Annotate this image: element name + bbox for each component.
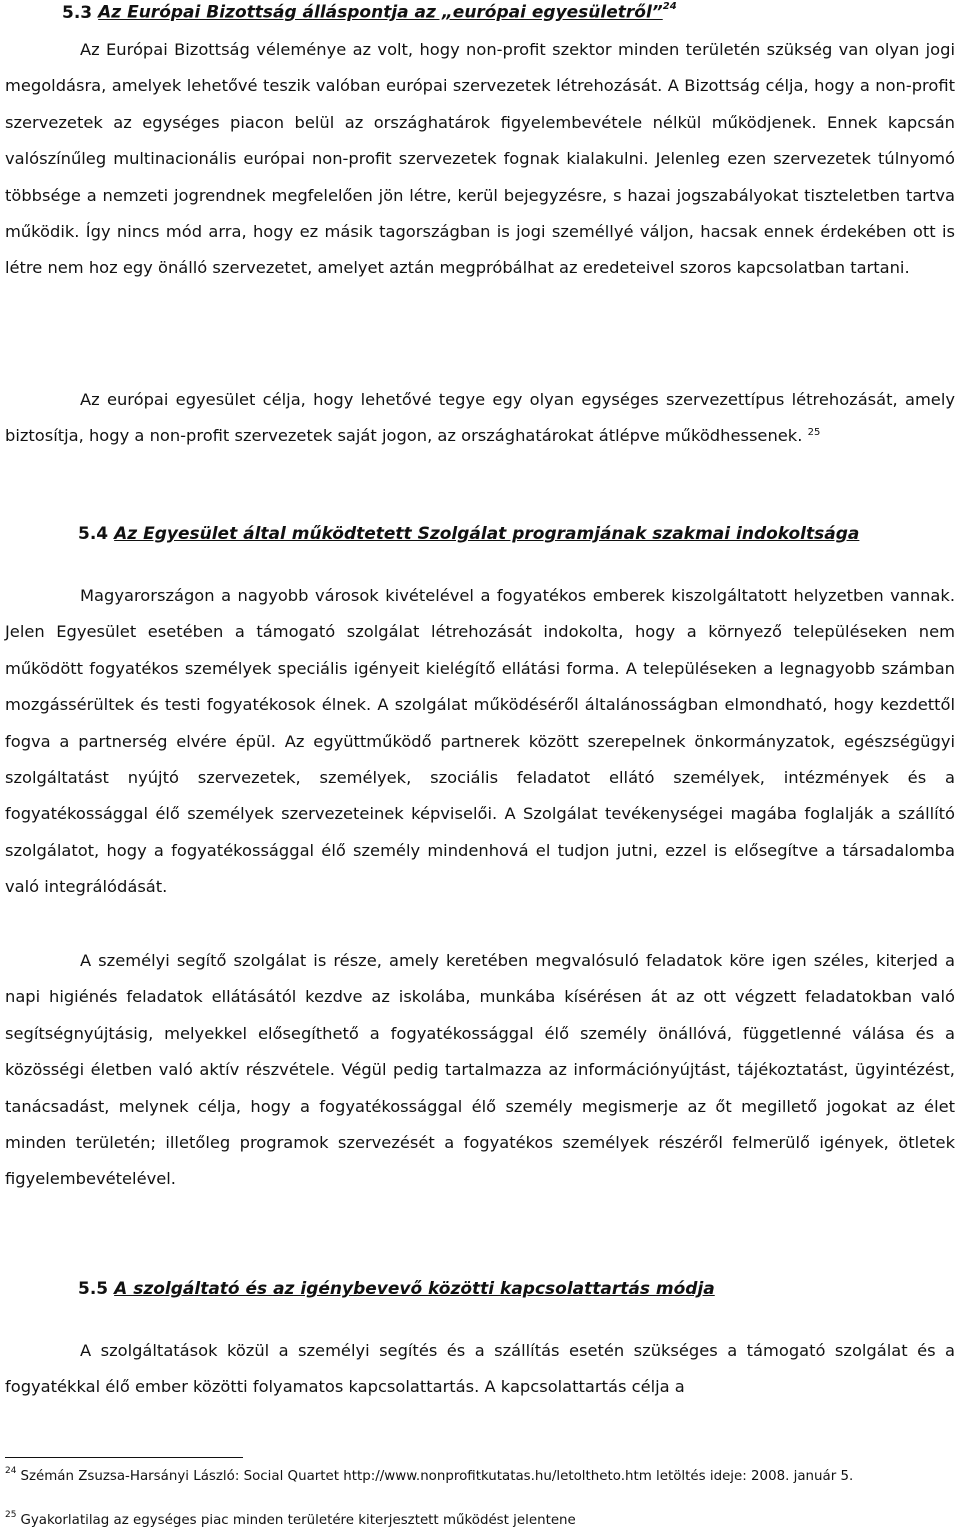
paragraph-text: Az Európai Bizottság véleménye az volt, hogy non-profit szektor minden területén szükség van olyan jogi megoldásra, amelyek lehetővé teszik valóban európai szervezetek létrehozását. A Bizottság célja, hogy a non-profit szervezetek az egységes piacon belül az országhatárok figyelembevétele nélkül működjenek. Ennek kapcsán valószínűleg multinacionális európai non-profit szervezetek fognak kialakulni. Jelenleg ezen szervezetek túlnyomó többsége a nemzeti jogrendnek megfelelően jön létre, kerül bejegyzésre, s hazai jogszabályokat tiszteletben tartva működik. Így nincs mód arra, hogy ez másik tagországban is jogi személlyé váljon, hacsak ennek érdekében ott is létre nem hoz egy önálló szervezetet, amelyet aztán megpróbálhat az eredeteivel szoros kapcsolatban tartani. (5, 40, 955, 278)
footnote-25 (5, 1511, 955, 1530)
footnote-text: Szémán Zsuzsa-Harsányi László: Social Quartet http://www.nonprofitkutatas.hu/letoltheto.htm letöltés ideje: 2008. január 5. (20, 1469, 854, 1484)
paragraph-contact (5, 1333, 955, 1406)
paragraph-european-commission (5, 32, 955, 287)
section-number: 5.5 (78, 1279, 109, 1299)
section-number: 5.4 (78, 524, 109, 544)
paragraph-european-association (5, 382, 955, 455)
footnote-number: 24 (5, 1466, 17, 1476)
section-heading-5-3 (62, 0, 677, 24)
paragraph-text: Az európai egyesület célja, hogy lehetővé tegye egy olyan egységes szervezettípus létrehozását, amely biztosítja, hogy a non-profit szervezetek saját jogon, az országhatárokat átlépve működhessenek. (5, 390, 955, 446)
paragraph-personal-assistance (5, 943, 955, 1198)
footnote-separator (5, 1457, 243, 1458)
footnote-number: 25 (5, 1510, 17, 1520)
section-heading-5-4 (78, 523, 859, 545)
paragraph-text: Magyarországon a nagyobb városok kivételével a fogyatékos emberek kiszolgáltatott helyzetben vannak. Jelen Egyesület esetében a támogató szolgálat létrehozását indokolta, hogy a környező településeken nem működött fogyatékos személyek speciális igényeit kielégítő ellátási forma. A településeken a legnagyobb számban mozgássérültek és testi fogyatékosok élnek. A szolgálat működéséről általánosságban elmondható, hogy kezdettől fogva a partnerség elvére épül. Az együttműködő partnerek között szerepelnek önkormányzatok, egészségügyi szolgáltatást nyújtó szervezetek, személyek, szociális feladatot ellátó személyek, intézmények és a fogyatékossággal élő személyek szervezeteinek képviselői. A Szolgálat tevékenységei magába foglalják a szállító szolgálatot, hogy a fogyatékossággal élő személy mindenhová el tudjon jutni, ezzel is elősegítve a társadalomba való integrálódását. (5, 586, 955, 897)
section-title: Az Egyesület által működtetett Szolgálat programjának szakmai indokoltsága (114, 524, 860, 544)
section-number: 5.3 (62, 2, 93, 23)
paragraph-justification (5, 578, 955, 906)
footnote-24 (5, 1467, 955, 1486)
footnote-text: Gyakorlatilag az egységes piac minden területére kiterjesztett működést jelentene (20, 1513, 576, 1528)
section-heading-5-5 (78, 1278, 715, 1300)
paragraph-text: A szolgáltatások közül a személyi segítés és a szállítás esetén szükséges a támogató szolgálat és a fogyatékkal élő ember közötti folyamatos kapcsolattartás. A kapcsolattartás célja a (5, 1341, 955, 1397)
section-title: A szolgáltató és az igénybevevő közötti kapcsolattartás módja (114, 1279, 715, 1299)
footnote-ref-25: 25 (807, 427, 821, 439)
footnote-ref-24: 24 (662, 1, 677, 12)
section-title: Az Európai Bizottság álláspontja az „európai egyesületről” (98, 2, 663, 23)
paragraph-text: A személyi segítő szolgálat is része, amely keretében megvalósuló feladatok köre igen széles, kiterjed a napi higiénés feladatok ellátásától kezdve az iskolába, munkába kísérésen át az ott végzett feladatokban való segítségnyújtásig, melyekkel elősegíthető a fogyatékossággal élő személy önállóvá, függetlenné válása és a közösségi életben való aktív részvétele. Végül pedig tartalmazza az információnyújtást, tájékoztatást, ügyintézést, tanácsadást, melynek célja, hogy a fogyatékossággal élő személy megismerje az őt megillető jogokat az élet minden területén; illetőleg programok szervezését a fogyatékos személyek részéről felmerülő igények, ötletek figyelembevételével. (5, 951, 955, 1189)
